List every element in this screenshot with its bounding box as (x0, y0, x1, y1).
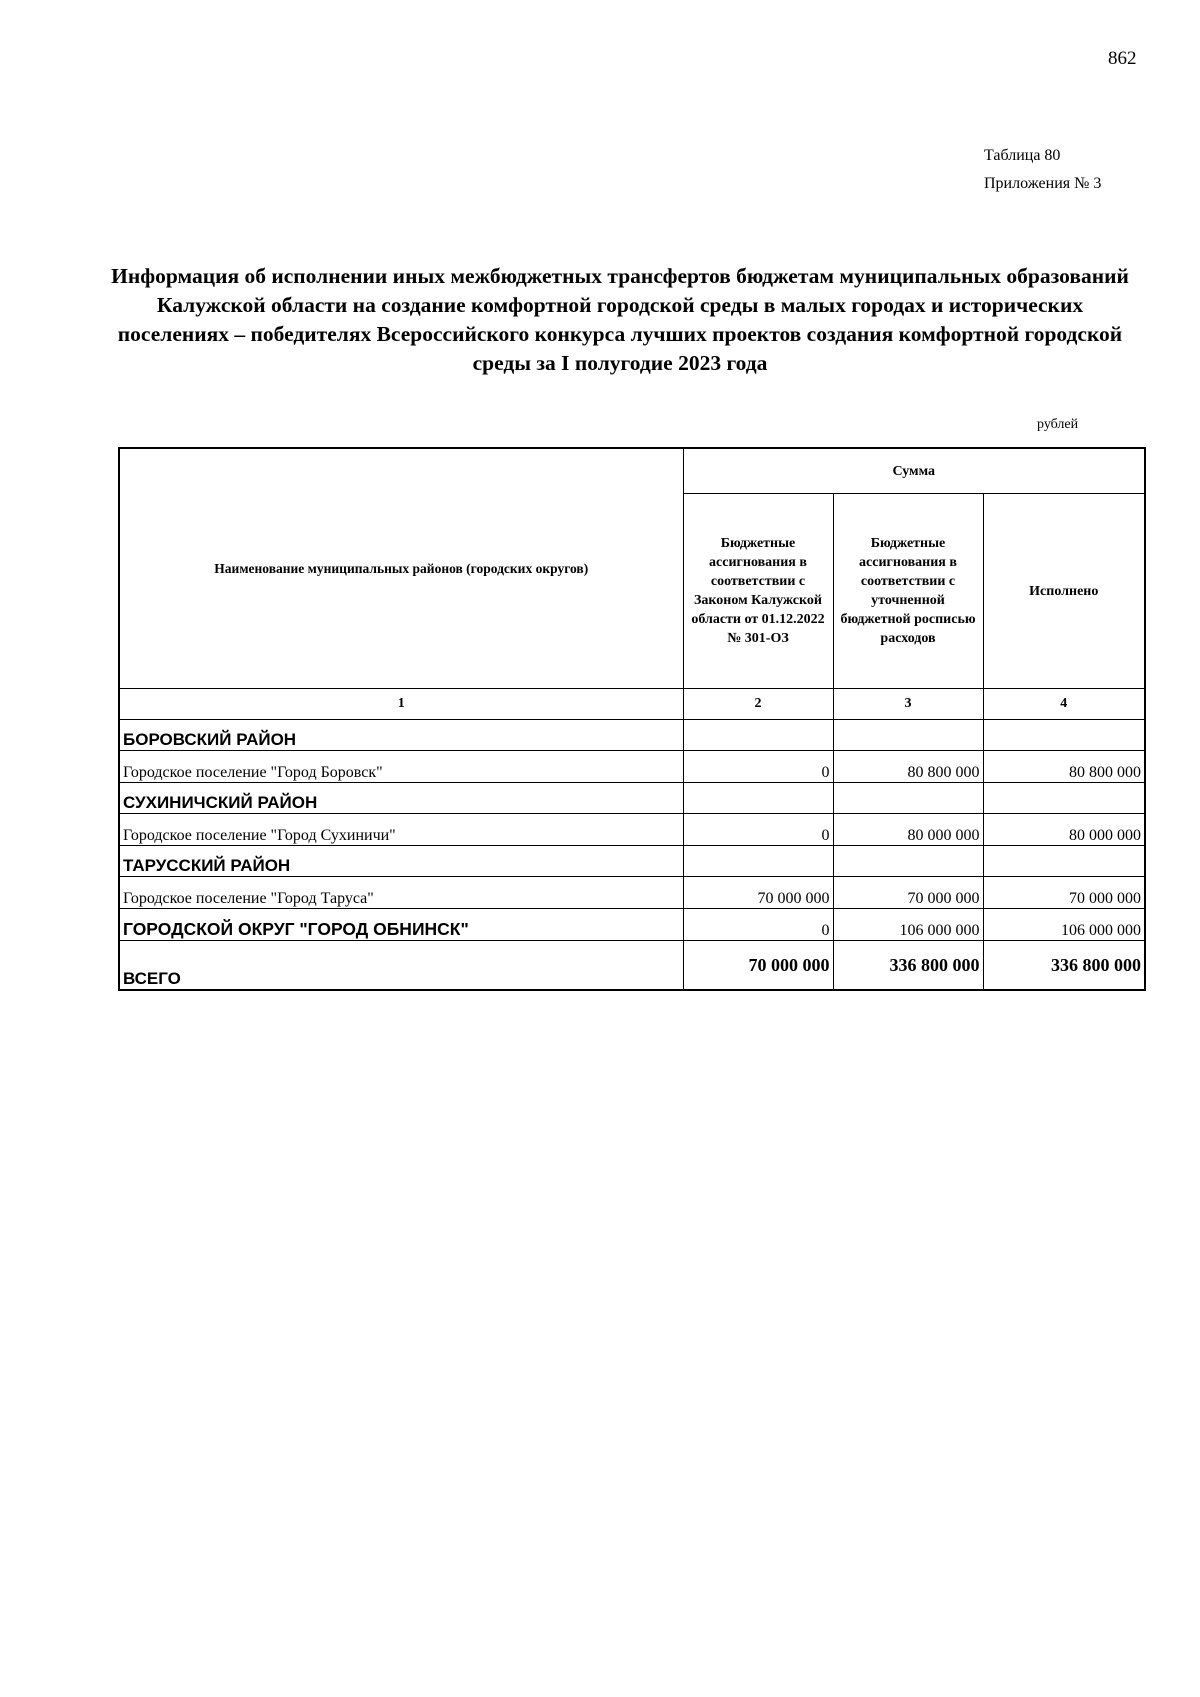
column-number-4: 4 (983, 689, 1145, 720)
law-allocation-value: 0 (683, 751, 833, 783)
settlement-row (119, 751, 1145, 783)
column-number-1: 1 (119, 689, 683, 720)
column-number-3: 3 (833, 689, 983, 720)
total-revised-allocation: 336 800 000 (833, 941, 983, 991)
revised-allocation-value: 80 800 000 (833, 751, 983, 783)
settlement-row (119, 877, 1145, 909)
okrug-executed: 106 000 000 (983, 909, 1145, 941)
okrug-law-allocation: 0 (683, 909, 833, 941)
revised-allocation-value: 80 000 000 (833, 814, 983, 846)
okrug-name: ГОРОДСКОЙ ОКРУГ "ГОРОД ОБНИНСК" (119, 909, 683, 941)
header-law-allocations: Бюджетные ассигнования в соответствии с Законом Калужской области от 01.12.2022 № 301-ОЗ (683, 494, 833, 689)
settlement-name: Городское поселение "Город Сухиничи" (119, 814, 683, 846)
okrug-revised-allocation: 106 000 000 (833, 909, 983, 941)
district-name: СУХИНИЧСКИЙ РАЙОН (119, 783, 683, 814)
district-row (119, 846, 1145, 877)
appendix-number: Приложения № 3 (984, 175, 1102, 192)
district-row (119, 783, 1145, 814)
total-row (119, 941, 1145, 991)
okrug-row (119, 909, 1145, 941)
settlement-name: Городское поселение "Город Таруса" (119, 877, 683, 909)
header-executed: Исполнено (983, 494, 1145, 689)
table-number: Таблица 80 (984, 147, 1061, 164)
district-row (119, 720, 1145, 751)
law-allocation-value: 70 000 000 (683, 877, 833, 909)
settlement-name: Городское поселение "Город Боровск" (119, 751, 683, 783)
budget-table (118, 447, 1146, 991)
settlement-row (119, 814, 1145, 846)
revised-allocation-value: 70 000 000 (833, 877, 983, 909)
executed-value: 70 000 000 (983, 877, 1145, 909)
header-sum: Сумма (683, 448, 1145, 494)
page-number: 862 (1108, 48, 1137, 69)
total-law-allocation: 70 000 000 (683, 941, 833, 991)
total-label: ВСЕГО (119, 941, 683, 991)
total-executed: 336 800 000 (983, 941, 1145, 991)
header-revised-allocations: Бюджетные ассигнования в соответствии с уточненной бюджетной росписью расходов (833, 494, 983, 689)
executed-value: 80 800 000 (983, 751, 1145, 783)
executed-value: 80 000 000 (983, 814, 1145, 846)
column-number-2: 2 (683, 689, 833, 720)
table-reference (984, 142, 1101, 198)
units-label: рублей (1037, 417, 1079, 432)
law-allocation-value: 0 (683, 814, 833, 846)
district-name: БОРОВСКИЙ РАЙОН (119, 720, 683, 751)
district-name: ТАРУССКИЙ РАЙОН (119, 846, 683, 877)
header-municipality-name: Наименование муниципальных районов (городских округов) (119, 448, 683, 689)
document-title: Информация об исполнении иных межбюджетных трансфертов бюджетам муниципальных образований Калужской области на создание комфортной городской среды в малых городах и исторических поселениях – победителях Всероссийского конкурса лучших проектов создания комфортной городской среды за I полугодие 2023 года (111, 264, 1129, 375)
